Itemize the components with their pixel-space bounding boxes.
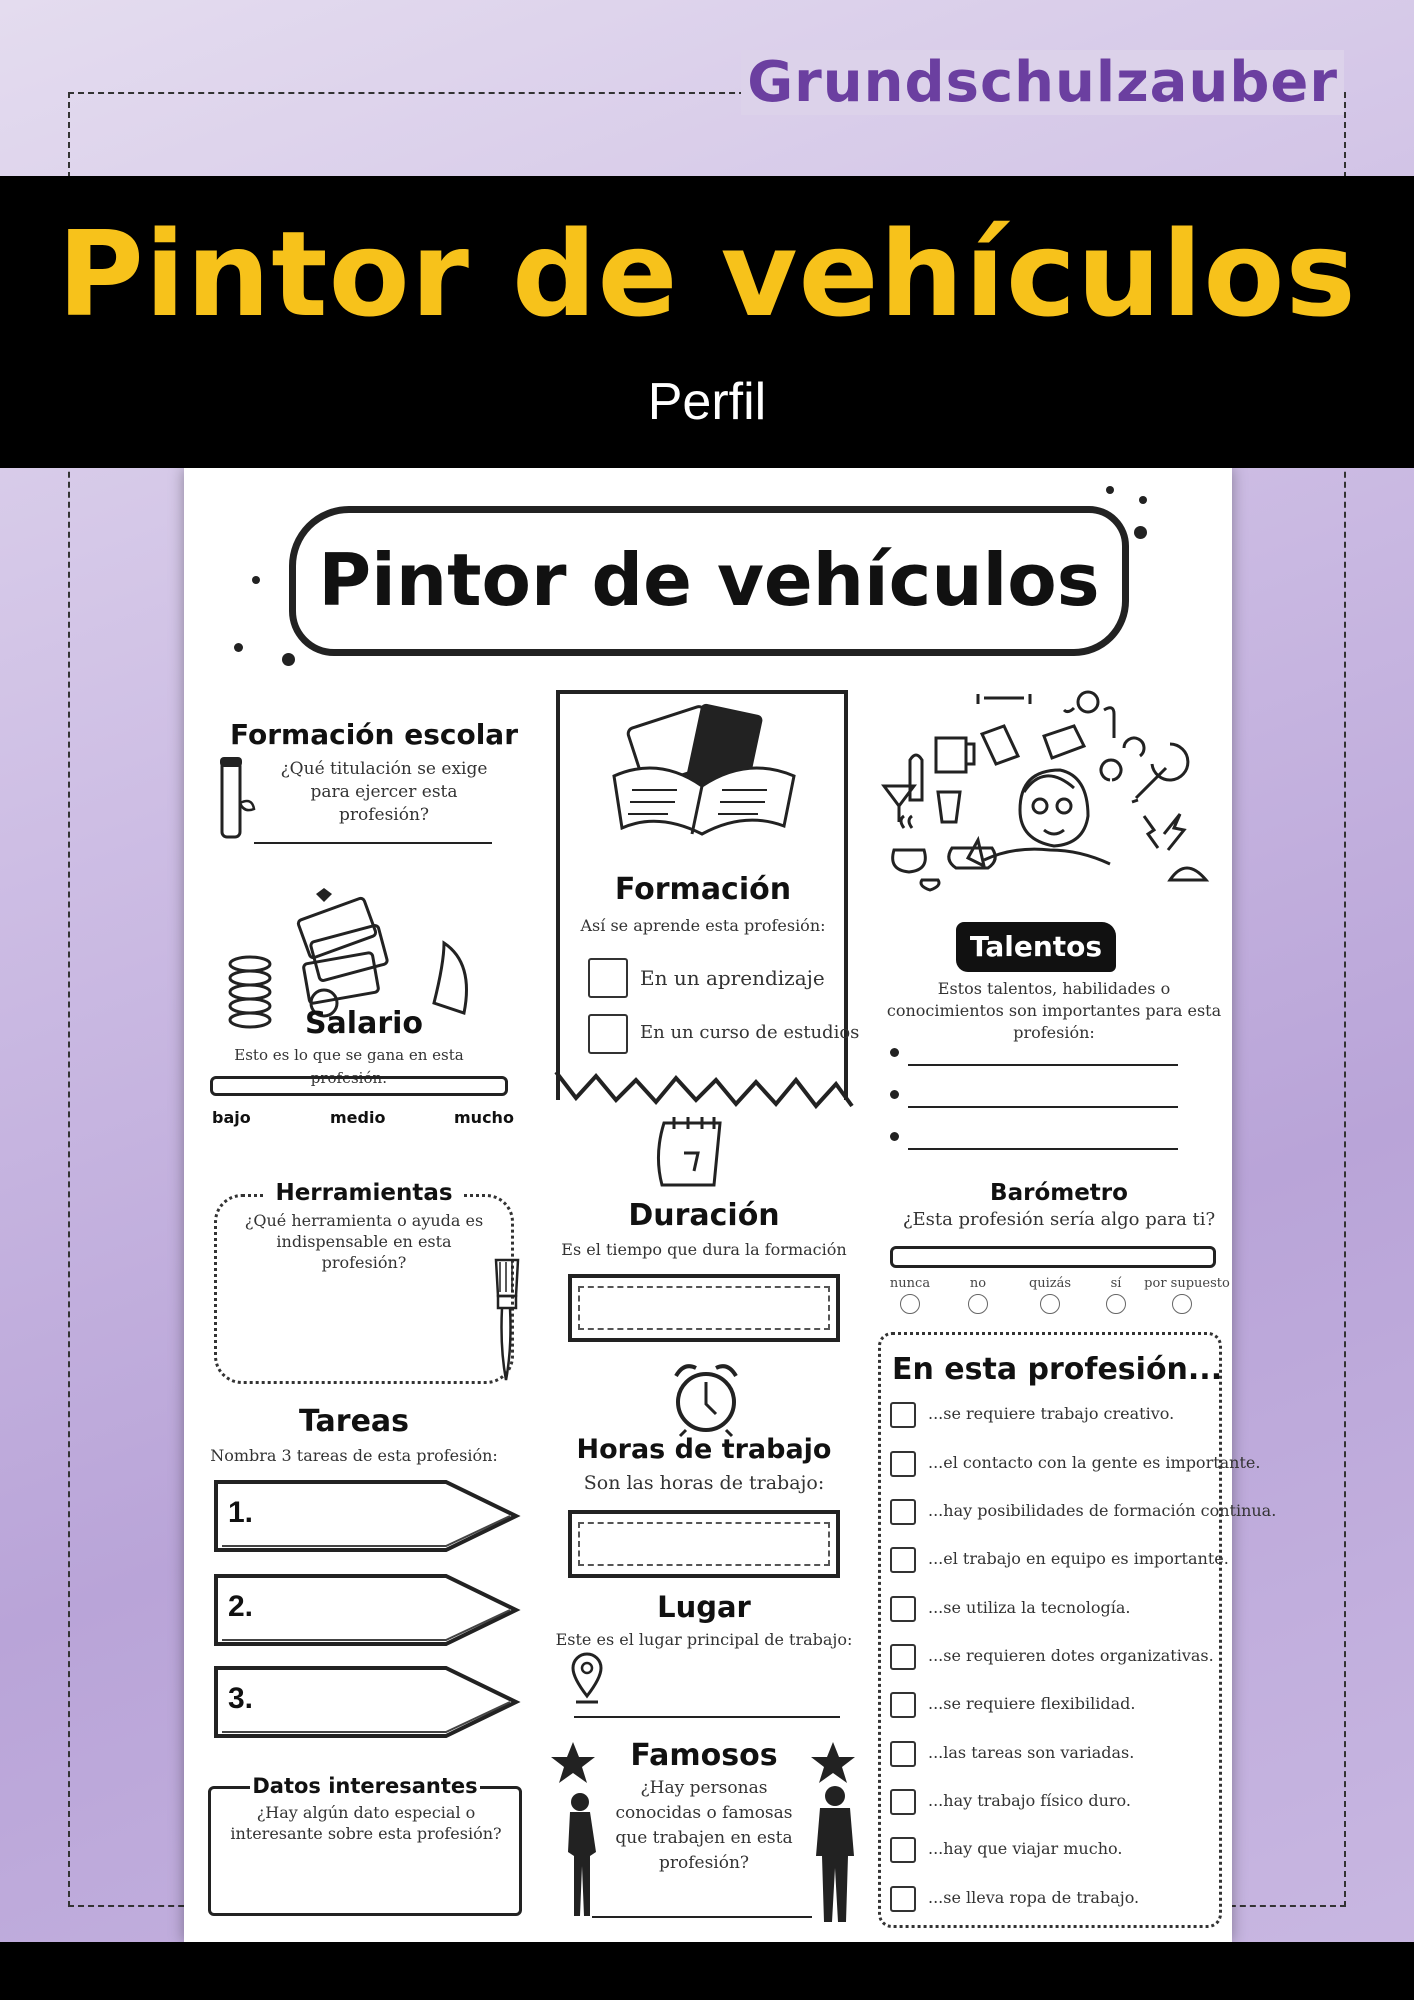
task-number-3: 3. xyxy=(228,1682,254,1715)
talents-doodle-icon xyxy=(874,690,1214,910)
decor-dot xyxy=(1134,526,1147,539)
neutral-face-icon xyxy=(1040,1294,1060,1314)
baro-label-nunca: nunca xyxy=(889,1276,931,1291)
man-silhouette-icon xyxy=(814,1784,856,1924)
formacion-description: Así se aprende esta profesión: xyxy=(580,916,826,935)
item-checkbox[interactable] xyxy=(890,1499,916,1525)
item-checkbox[interactable] xyxy=(890,1451,916,1477)
baro-label-si: sí xyxy=(1110,1276,1122,1291)
lugar-answer-line[interactable] xyxy=(574,1716,840,1718)
decor-dot xyxy=(234,643,243,652)
sheet-title: Pintor de vehículos xyxy=(318,538,1100,622)
list-item[interactable] xyxy=(890,1741,1220,1771)
decor-dot xyxy=(252,576,260,584)
datos-heading: Datos interesantes xyxy=(250,1774,480,1798)
very-happy-face-icon xyxy=(1172,1294,1192,1314)
list-item[interactable] xyxy=(890,1451,1261,1481)
estudios-label: En un curso de estudios xyxy=(640,1022,860,1043)
list-item[interactable] xyxy=(890,1837,1220,1867)
item-label: ...hay posibilidades de formación continua. xyxy=(928,1501,1277,1520)
item-label: ...las tareas son variadas. xyxy=(928,1743,1135,1762)
barometro-bar[interactable] xyxy=(890,1246,1216,1268)
item-label: ...se requiere flexibilidad. xyxy=(928,1694,1136,1713)
talentos-heading: Talentos xyxy=(956,922,1116,972)
salary-low-label: bajo xyxy=(212,1108,251,1127)
barometro-question: ¿Esta profesión sería algo para ti? xyxy=(902,1209,1216,1230)
list-item[interactable] xyxy=(890,1644,1220,1674)
banner-title: Pintor de vehículos xyxy=(57,205,1357,343)
horas-answer-box[interactable] xyxy=(568,1510,840,1578)
baro-label-por-supuesto: por supuesto xyxy=(1144,1276,1230,1291)
aprendizaje-checkbox[interactable] xyxy=(588,958,628,998)
item-checkbox[interactable] xyxy=(890,1741,916,1767)
item-label: ...se requiere trabajo creativo. xyxy=(928,1404,1175,1423)
task-arrow-3[interactable] xyxy=(214,1662,524,1742)
woman-silhouette-icon xyxy=(560,1790,600,1922)
bullet-dot xyxy=(890,1048,899,1057)
lugar-heading: Lugar xyxy=(657,1590,751,1624)
bottom-bar xyxy=(0,1942,1414,2000)
answer-line xyxy=(254,842,492,844)
task-arrow-2[interactable] xyxy=(214,1570,524,1650)
barometro-heading: Barómetro xyxy=(990,1180,1128,1206)
task-arrow-1[interactable] xyxy=(214,1476,524,1556)
alarm-clock-icon xyxy=(668,1358,744,1438)
decor-dot xyxy=(1139,496,1147,504)
list-item[interactable] xyxy=(890,1692,1220,1722)
task-number-1: 1. xyxy=(228,1496,254,1529)
calendar-icon xyxy=(654,1113,734,1193)
zigzag-edge xyxy=(554,1068,854,1108)
estudios-checkbox[interactable] xyxy=(588,1014,628,1054)
herramientas-heading: Herramientas xyxy=(264,1180,464,1206)
location-pin-icon xyxy=(570,1652,604,1704)
item-label: ...el contacto con la gente es importante. xyxy=(928,1453,1261,1472)
duracion-description: Es el tiempo que dura la formación xyxy=(561,1240,847,1259)
bullet-dot xyxy=(890,1132,899,1141)
item-checkbox[interactable] xyxy=(890,1837,916,1863)
en-esta-heading: En esta profesión... xyxy=(892,1352,1223,1387)
datos-question: ¿Hay algún dato especial o interesante sobre esta profesión? xyxy=(230,1803,502,1843)
sad-face-icon xyxy=(900,1294,920,1314)
decor-dot xyxy=(1106,486,1114,494)
formacion-escolar-heading: Formación escolar xyxy=(229,718,518,751)
baro-label-quizas: quizás xyxy=(1028,1276,1072,1291)
star-icon xyxy=(808,1738,858,1788)
brand-logo: Grundschulzauber xyxy=(741,50,1344,115)
aprendizaje-label: En un aprendizaje xyxy=(640,966,825,990)
lugar-description: Este es el lugar principal de trabajo: xyxy=(555,1630,853,1649)
tareas-description: Nombra 3 tareas de esta profesión: xyxy=(210,1446,498,1465)
talento-line-3[interactable] xyxy=(908,1148,1178,1150)
unhappy-face-icon xyxy=(968,1294,988,1314)
star-icon xyxy=(548,1738,598,1788)
salary-mid-label: medio xyxy=(330,1108,386,1127)
talento-line-2[interactable] xyxy=(908,1106,1178,1108)
list-item[interactable] xyxy=(890,1499,1277,1529)
famosos-answer-line[interactable] xyxy=(592,1916,812,1918)
item-checkbox[interactable] xyxy=(890,1547,916,1573)
formacion-heading: Formación xyxy=(614,872,792,907)
salario-heading: Salario xyxy=(304,1006,424,1041)
item-checkbox[interactable] xyxy=(890,1789,916,1815)
herramientas-question: ¿Qué herramienta o ayuda es indispensable en esta profesión? xyxy=(244,1211,484,1272)
worksheet xyxy=(184,468,1277,1942)
item-checkbox[interactable] xyxy=(890,1596,916,1622)
item-label: ...el trabajo en equipo es importante. xyxy=(928,1549,1229,1568)
paint-brush-icon xyxy=(490,1256,524,1386)
famosos-question: ¿Hay personas conocidas o famosas que trabajen en esta profesión? xyxy=(615,1778,793,1873)
famosos-heading: Famosos xyxy=(630,1738,778,1773)
salario-description: Esto es lo que se gana en esta profesión: xyxy=(234,1046,464,1087)
item-label: ...hay que viajar mucho. xyxy=(928,1839,1123,1858)
formacion-escolar-question: ¿Qué titulación se exige para ejercer esta profesión? xyxy=(280,759,488,825)
duracion-answer-box[interactable] xyxy=(568,1274,840,1342)
salary-high-label: mucho xyxy=(454,1108,514,1127)
diploma-scroll-icon xyxy=(210,753,258,843)
horas-description: Son las horas de trabajo: xyxy=(583,1472,825,1494)
book-icon xyxy=(604,706,804,846)
list-item[interactable] xyxy=(890,1402,1220,1432)
list-item[interactable] xyxy=(890,1886,1220,1916)
baro-label-no: no xyxy=(969,1276,987,1291)
list-item[interactable] xyxy=(890,1789,1220,1819)
item-checkbox[interactable] xyxy=(890,1402,916,1428)
item-label: ...se requieren dotes organizativas. xyxy=(928,1646,1214,1665)
talento-line-1[interactable] xyxy=(908,1064,1178,1066)
talentos-description: Estos talentos, habilidades o conocimientos son importantes para esta profesión: xyxy=(886,979,1222,1042)
item-label: ...se utiliza la tecnología. xyxy=(928,1598,1131,1617)
item-checkbox[interactable] xyxy=(890,1644,916,1670)
tareas-heading: Tareas xyxy=(298,1404,410,1439)
salary-scale-bar xyxy=(210,1076,508,1096)
banner-subtitle: Perfil xyxy=(647,373,767,431)
task-number-2: 2. xyxy=(228,1590,254,1623)
decor-dot xyxy=(282,653,295,666)
bullet-dot xyxy=(890,1090,899,1099)
list-item[interactable] xyxy=(890,1547,1229,1577)
item-label: ...se lleva ropa de trabajo. xyxy=(928,1888,1140,1907)
list-item[interactable] xyxy=(890,1596,1220,1626)
happy-face-icon xyxy=(1106,1294,1126,1314)
horas-heading: Horas de trabajo xyxy=(576,1434,832,1465)
item-label: ...hay trabajo físico duro. xyxy=(928,1791,1131,1810)
item-checkbox[interactable] xyxy=(890,1692,916,1718)
item-checkbox[interactable] xyxy=(890,1886,916,1912)
duracion-heading: Duración xyxy=(628,1198,780,1233)
